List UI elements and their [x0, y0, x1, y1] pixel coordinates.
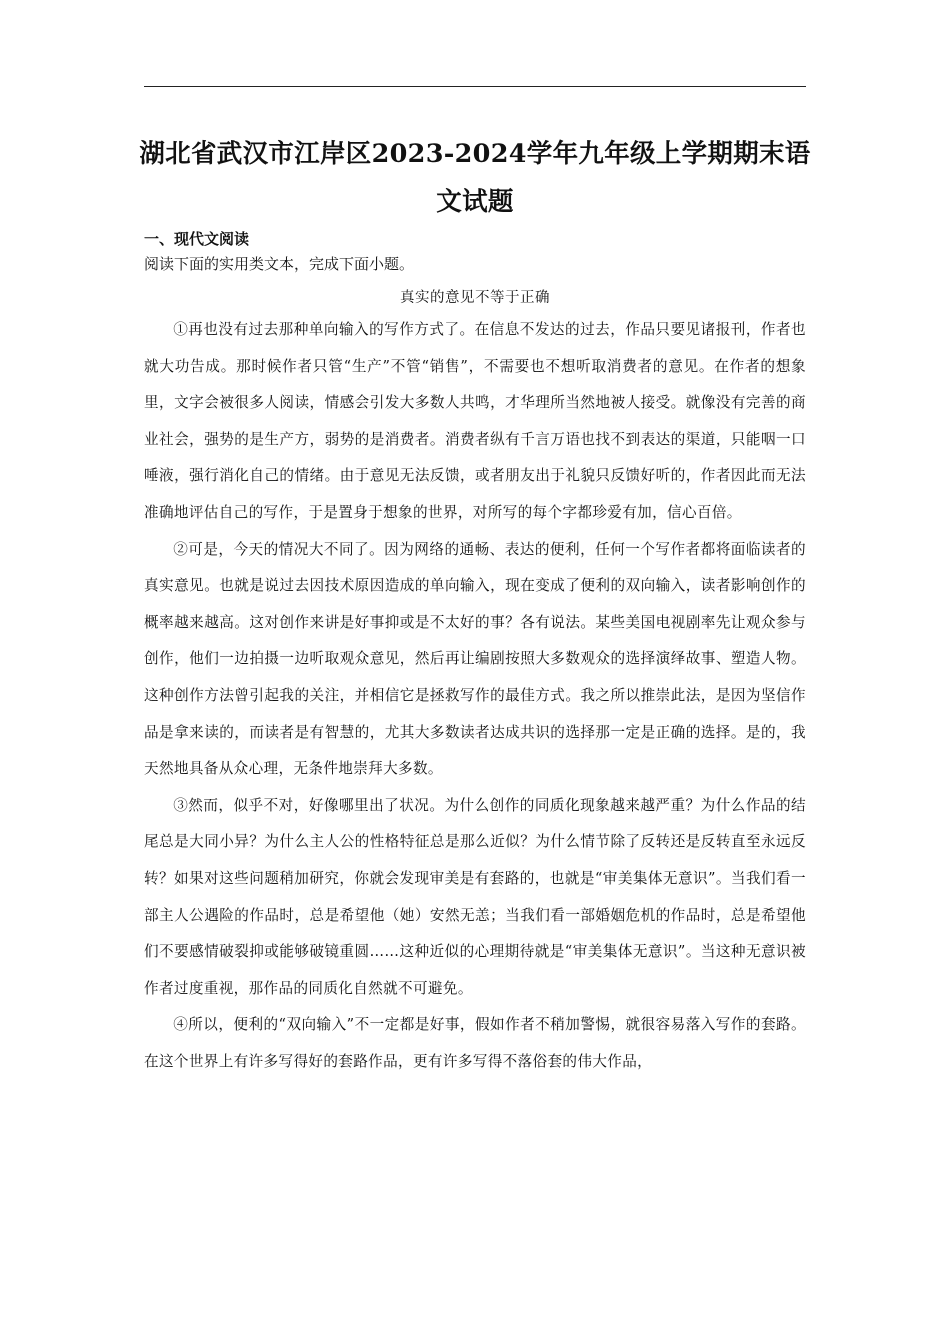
paragraph-3: ③然而，似乎不对，好像哪里出了状况。为什么创作的同质化现象越来越严重？为什么作品的结尾总是大同小异？为什么主人公的性格特征总是那么近似？为什么情节除了反转还是反转直至永远反转？如果对这些问题稍加研究，你就会发现审美是有套路的，也就是“审美集体无意识”。当我们看一部主人公遇险的作品时，总是希望他（她）安然无恙；当我们看一部婚姻危机的作品时，总是希望他们不要感情破裂抑或能够破镜重圆……这种近似的心理期待就是“审美集体无意识”。当这种无意识被作者过度重视，那作品的同质化自然就不可避免。: [144, 796, 806, 997]
article-title: 真实的意见不等于正确: [400, 290, 550, 306]
header-rule: [144, 86, 806, 87]
paragraph-2: ②可是，今天的情况大不同了。因为网络的通畅、表达的便利，任何一个写作者都将面临读者的真实意见。也就是说过去因技术原因造成的单向输入，现在变成了便利的双向输入，读者影响创作的概率越来越高。这对创作来讲是好事抑或是不太好的事？各有说法。某些美国电视剧率先让观众参与创作，他们一边拍摄一边听取观众意见，然后再让编剧按照大多数观众的选择演绎故事、塑造人物。这种创作方法曾引起我的关注，并相信它是拯救写作的最佳方式。我之所以推崇此法，是因为坚信作品是拿来读的，而读者是有智慧的，尤其大多数读者达成共识的选择那一定是正确的选择。是的，我天然地具备从众心理，无条件地崇拜大多数。: [144, 540, 806, 778]
paragraph-1: ①再也没有过去那种单向输入的写作方式了。在信息不发达的过去，作品只要见诸报刊，作者也就大功告成。那时候作者只管“生产”不管“销售”，不需要也不想听取消费者的意见。在作者的想象里，文字会被很多人阅读，情感会引发大多数人共鸣，才华理所当然地被人接受。就像没有完善的商业社会，强势的是生产方，弱势的是消费者。消费者纵有千言万语也找不到表达的渠道，只能咽一口唾液，强行消化自己的情绪。由于意见无法反馈，或者朋友出于礼貌只反馈好听的，作者因此而无法准确地评估自己的写作，于是置身于想象的世界，对所写的每个字都珍爱有加，信心百倍。: [144, 321, 806, 521]
article-body: [144, 312, 806, 1080]
reading-instruction: 阅读下面的实用类文本，完成下面小题。: [144, 255, 415, 273]
paragraph-4: ④所以，便利的“双向输入”不一定都是好事，假如作者不稍加警惕，就很容易落入写作的套路。在这个世界上有许多写得好的套路作品，更有许多写得不落俗套的伟大作品，: [144, 1016, 806, 1070]
page-title: 湖北省武汉市江岸区2023-2024学年九年级上学期期末语文试题: [139, 139, 811, 217]
section-heading: 一、现代文阅读: [144, 230, 250, 248]
